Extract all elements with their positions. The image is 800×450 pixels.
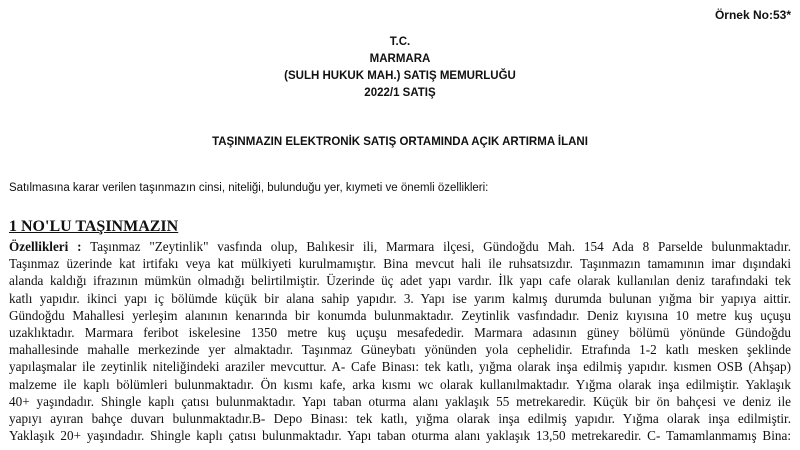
paragraph-line: katlı yapıdır. ikinci yapı iç bölümde küçük bir alana sahip yapıdır. 3. Yapı ise yarım kalmış durumda bulunan yığma bir yapıya aittir.	[9, 290, 791, 306]
paragraph-line: Yaklaşık 20+ yaşındadır. Shingle kaplı çatısı bulunmaktadır. Yapı taban oturma alanı yaklaşık 13,50 metrekaredir. C- Tamamlanmamış Bina:	[9, 428, 791, 444]
paragraph-line: uzaklıktadır. Marmara feribot iskelesine 1350 metre kuş uçuşu mesafededir. Marmara adasının güney bölümü yönünde Gündoğdu	[9, 325, 791, 341]
paragraph-line: alanda kaldığı ifrazının mümkün olmadığı belirtilmiştir. Üzerinde üç adet yapı vardır. İlk yapı cafe olarak kullanılan deniz tarafındaki tek	[9, 273, 791, 289]
paragraph-line: 40+ yaşındadır. Shingle kaplı çatısı bulunmaktadır. Yapı taban oturma alanı yaklaşık 55 metrekaredir. Küçük bir ön bahçesi ve deniz ile	[9, 393, 791, 409]
paragraph-line: yapılaşmalar ile zeytinlik niteliğindeki araziler mevcuttur. A- Cafe Binası: tek katlı, yığma olarak inşa edilmiş yapıdır. kısmen OSB (Ahşap)	[9, 359, 791, 375]
header-line-district: MARMARA	[369, 53, 431, 65]
features-label: Özellikleri :	[9, 239, 82, 254]
document-header	[0, 34, 800, 102]
document-reference-number: Örnek No:53*	[714, 8, 791, 22]
paragraph-line: malzeme ile kaplı bölümleri bulunmaktadır. Ön kısmı kafe, arka kısmı wc olarak kullanılmaktadır. Yığma olarak inşa edilmiştir. Yaklaşık	[9, 376, 791, 392]
intro-paragraph: Satılmasına karar verilen taşınmazın cinsi, niteliği, bulunduğu yer, kıymeti ve önemli özellikleri:	[9, 182, 489, 194]
header-line-office: (SULH HUKUK MAH.) SATIŞ MEMURLUĞU	[284, 70, 516, 82]
paragraph-line: yapıyı ayıran bahçe duvarı bulunmaktadır.B- Depo Binası: tek katlı, yığma olarak inşa edilmiş yapıdır. Yığma olarak inşa edilmiştir.	[9, 411, 791, 427]
paragraph-line	[9, 238, 791, 255]
header-line-case-number: 2022/1 SATIŞ	[364, 87, 436, 99]
header-line-tc: T.C.	[389, 36, 411, 48]
paragraph-line: mahallesinde mahalle merkezinde yer almaktadır. Taşınmaz Güneybatı yönünden yola cephelidir. Etrafında 1-2 katlı mesken şeklinde	[9, 342, 791, 358]
property-features-paragraph	[9, 238, 791, 444]
announcement-title: TAŞINMAZIN ELEKTRONİK SATIŞ ORTAMINDA AÇIK ARTIRMA İLANI	[212, 136, 588, 148]
property-section-heading: 1 NO'LU TAŞINMAZIN	[9, 218, 179, 235]
paragraph-line: Gündoğdu Mahallesi yerleşim alanının kenarında bir konumda bulunmaktadır. Zeytinlik vasfındadır. Deniz kıyısına 10 metre kuş uçuşu	[9, 307, 791, 323]
paragraph-line-text: Taşınmaz "Zeytinlik" vasfında olup, Balıkesir ili, Marmara ilçesi, Gündoğdu Mah. 154 Ada 8 Parselde bulunmaktadır.	[81, 239, 791, 254]
paragraph-line: Taşınmaz üzerinde kat irtifakı veya kat mülkiyeti kurulmamıştır. Bina mevcut hali ile ruhsatsızdır. Taşınmazın tamamının imar dışındaki	[9, 256, 791, 272]
